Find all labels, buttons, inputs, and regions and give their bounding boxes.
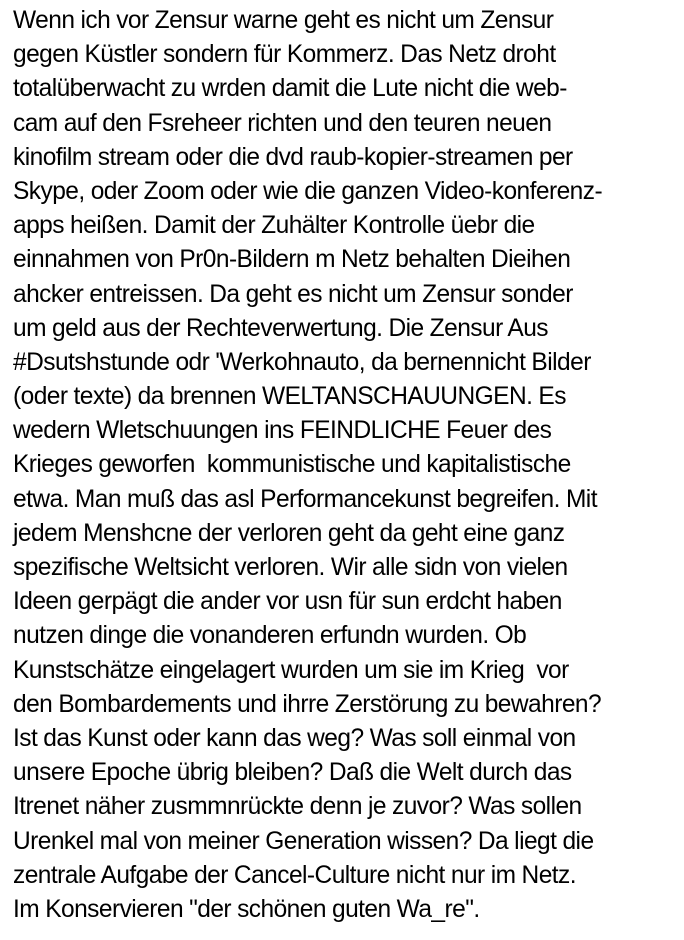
- text-line: Urenkel mal von meiner Generation wissen? Da liegt die: [13, 827, 594, 855]
- text-line: totalüberwacht zu wrden damit die Lute nicht die web-: [13, 75, 567, 103]
- text-line: cam auf den Fsreheer richten und den teuren neuen: [13, 109, 552, 137]
- text-line: wedern Wletschuungen ins FEINDLICHE Feuer des: [13, 417, 552, 445]
- text-line: kinofilm stream oder die dvd raub-kopier-streamen per: [13, 143, 573, 171]
- text-line: zentrale Aufgabe der Cancel-Culture nicht nur im Netz.: [13, 861, 577, 889]
- text-line: apps heißen. Damit der Zuhälter Kontrolle üebr die: [13, 212, 535, 240]
- text-line: um geld aus der Rechteverwertung. Die Zensur Aus: [13, 314, 548, 342]
- text-line: Itrenet näher zusmmnrückte denn je zuvor? Was sollen: [13, 793, 582, 821]
- text-line: Skype, oder Zoom oder wie die ganzen Video-konferenz-: [13, 177, 603, 205]
- text-line: jedem Menshcne der verloren geht da geht eine ganz: [13, 519, 565, 547]
- text-line: ahcker entreissen. Da geht es nicht um Zensur sonder: [13, 280, 573, 308]
- text-line: Krieges geworfen kommunistische und kapitalistische: [13, 451, 571, 479]
- text-line: Ist das Kunst oder kann das weg? Was soll einmal von: [13, 724, 576, 752]
- text-line: spezifische Weltsicht verloren. Wir alle sidn von vielen: [13, 554, 568, 581]
- text-line: gegen Küstler sondern für Kommerz. Das Netz droht: [13, 41, 556, 69]
- text-line: nutzen dinge die vonanderen erfundn wurden. Ob: [13, 622, 527, 650]
- text-line: Ideen gerpägt die ander vor usn für sun erdcht haben: [13, 588, 562, 616]
- text-line: (oder texte) da brennen WELTANSCHAUUNGEN. Es: [13, 383, 566, 411]
- text-line: Im Konservieren "der schönen guten Wa_re".: [13, 895, 480, 923]
- body-text: [13, 4, 679, 927]
- text-line: den Bombardements und ihrre Zerstörung zu bewahren?: [13, 690, 602, 718]
- text-line: etwa. Man muß das asl Performancekunst begreifen. Mit: [13, 485, 597, 513]
- text-line: unsere Epoche übrig bleiben? Daß die Welt durch das: [13, 759, 572, 787]
- text-line: Wenn ich vor Zensur warne geht es nicht um Zensur: [13, 7, 554, 34]
- text-line: #Dsutshstunde odr 'Werkohnauto, da bernennicht Bilder: [13, 348, 591, 376]
- text-line: Kunstschätze eingelagert wurden um sie im Krieg vor: [13, 656, 569, 684]
- text-line: einnahmen von Pr0n-Bildern m Netz behalten Dieihen: [13, 246, 571, 274]
